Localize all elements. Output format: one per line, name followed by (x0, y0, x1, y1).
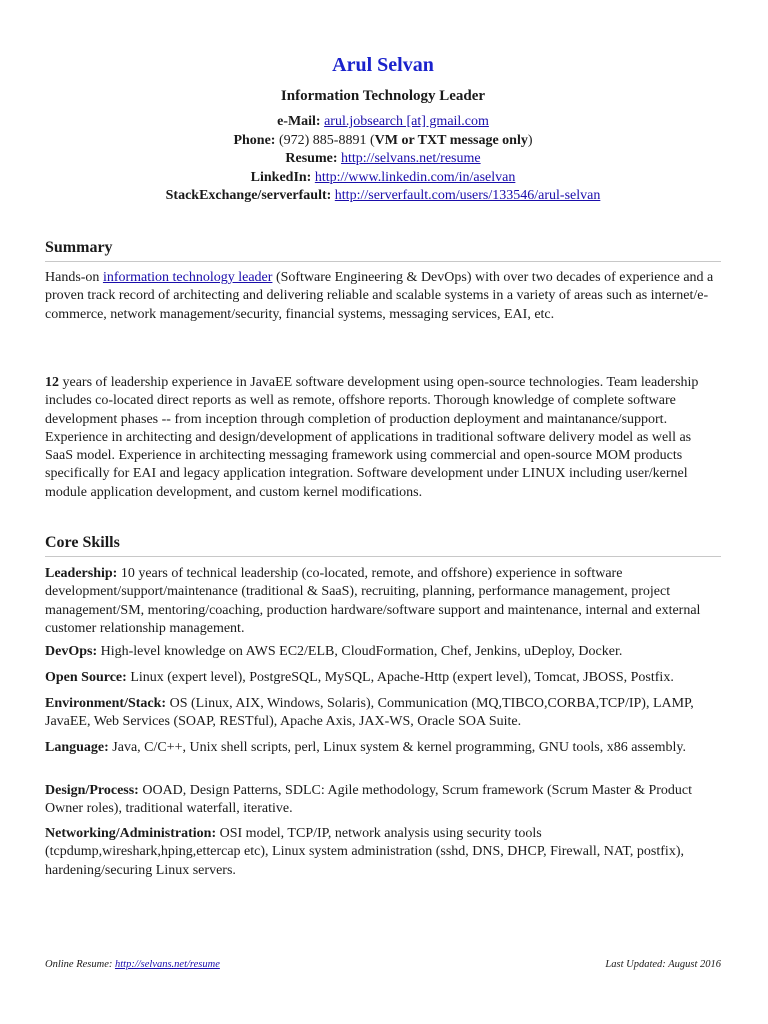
linkedin-line (45, 169, 721, 188)
skill-text: Java, C/C++, Unix shell scripts, perl, Linux system & kernel programming, GNU tools, x86 assembly. (108, 740, 686, 755)
email-label: e-Mail: (277, 114, 321, 129)
summary-divider (45, 261, 721, 262)
skill-text: OS (Linux, AIX, Windows, Solaris), Communication (MQ,TIBCO,CORBA,TCP/IP), LAMP, JavaEE, Web Services (SOAP, RESTful), Apache Axis, JAX-WS, Oracle SOA Suite. (45, 696, 694, 730)
summary-paragraph-2 (45, 374, 721, 502)
resume-line (45, 150, 721, 169)
skill-label: Language: (45, 740, 109, 755)
phone-number: (972) 885-8891 ( (275, 132, 375, 148)
skill-label: Open Source: (45, 670, 127, 685)
resume-label: Resume: (285, 151, 338, 166)
summary-years: 12 (45, 375, 59, 390)
stackexchange-link[interactable]: http://serverfault.com/users/133546/arul-selvan (334, 188, 601, 203)
skill-design-process (45, 782, 721, 819)
skill-label: Networking/Administration: (45, 826, 217, 841)
footer-resume-link[interactable]: http://selvans.net/resume (114, 959, 220, 970)
phone-note: VM or TXT message only (374, 132, 528, 148)
footer-last-updated: Last Updated: August 2016 (605, 959, 721, 970)
resume-link[interactable]: http://selvans.net/resume (341, 151, 481, 166)
core-skills-divider (45, 556, 721, 557)
skill-label: Design/Process: (45, 783, 139, 798)
email-line (45, 113, 721, 132)
stackexchange-line (45, 187, 721, 206)
summary-paragraph-1 (45, 269, 721, 324)
skill-language (45, 739, 721, 757)
stackexchange-label: StackExchange/serverfault: (165, 188, 332, 203)
summary-p2-text: years of leadership experience in JavaEE software development using open-source technologies. Team leadership includes co-located direct reports as well as remote, offshore reports. Thorough knowledge of complete software development phases -- from inception through completion of production deployment and maintanance/support. Experience in architecting and design/development of applications in traditional software delivery model as well as SaaS model. Experience in architecting messaging framework using commercial and open-source MOM products specifically for EAI and legacy application integration. Software development under LINUX including user/kernel module application development, and custom kernel modifications. (45, 375, 699, 500)
skill-networking (45, 825, 721, 880)
summary-heading: Summary (45, 239, 113, 256)
summary-p1-text: (Software Engineering & DevOps) with over two decades of experience and a proven track record of architecting and delivering reliable and scalable systems in a variety of areas such as internet/e-commerce, network management/security, financial systems, messaging services, EAI, etc. (45, 270, 714, 322)
phone-line (45, 132, 721, 151)
phone-close: ) (527, 132, 533, 148)
contact-block (45, 113, 721, 206)
skill-devops (45, 643, 721, 661)
linkedin-label: LinkedIn: (250, 169, 312, 185)
skill-leadership (45, 565, 721, 638)
skill-text: Linux (expert level), PostgreSQL, MySQL, Apache-Http (expert level), Tomcat, JBOSS, Postfix. (126, 670, 674, 685)
skill-text: OSI model, TCP/IP, network analysis using security tools (tcpdump,wireshark,hping,ettercap etc), Linux system administration (sshd, DNS, DHCP, Firewall, NAT, postfix), hardening/securing Linux servers. (45, 826, 684, 878)
skill-text: High-level knowledge on AWS EC2/ELB, CloudFormation, Chef, Jenkins, uDeploy, Docker. (97, 644, 623, 659)
it-leader-link[interactable]: information technology leader (102, 270, 273, 285)
linkedin-link[interactable]: http://www.linkedin.com/in/aselvan (314, 169, 516, 185)
job-title: Information Technology Leader (280, 88, 486, 104)
email-link[interactable]: arul.jobsearch [at] gmail.com (324, 114, 489, 129)
summary-p1-prefix: Hands-on (45, 270, 103, 285)
core-skills-heading: Core Skills (45, 534, 120, 551)
candidate-name: Arul Selvan (332, 54, 434, 76)
skill-label: Environment/Stack: (45, 696, 167, 711)
footer-online-resume (45, 959, 220, 970)
skill-label: Leadership: (45, 566, 118, 581)
skill-label: DevOps: (45, 644, 98, 659)
skill-environment-stack (45, 695, 721, 732)
footer-online-label: Online Resume: (45, 959, 115, 970)
phone-label: Phone: (233, 132, 276, 148)
skill-open-source (45, 669, 721, 687)
skill-text: OOAD, Design Patterns, SDLC: Agile methodology, Scrum framework (Scrum Master & Product Owner roles), traditional waterfall, iterative. (45, 783, 693, 817)
skill-text: 10 years of technical leadership (co-located, remote, and offshore) experience in software development/support/maintenance (traditional & SaaS), recruiting, planning, performance management, project management/SM, mentoring/coaching, production hardware/software support and maintenance, internal and external customer relationship management. (45, 566, 701, 636)
